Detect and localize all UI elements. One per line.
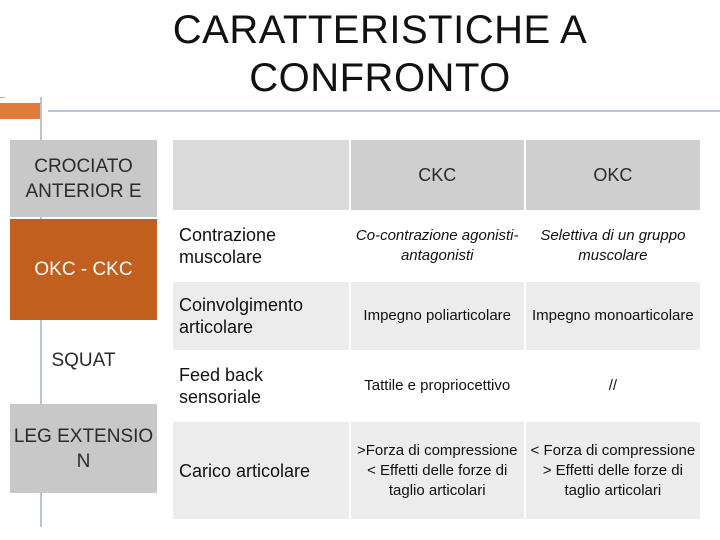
table-header-empty (173, 140, 350, 211)
sidebar-item-label: SQUAT (51, 349, 116, 371)
row-label: Feed back sensoriale (173, 351, 350, 421)
row-label: Coinvolgimento articolare (173, 281, 350, 351)
sidebar-item-label: OKC - CKC (34, 259, 133, 280)
table-row (173, 421, 700, 519)
sidebar-item-label: CROCIATO ANTERIOR E (25, 155, 142, 202)
decor-line-left (0, 97, 5, 98)
table-row (173, 351, 700, 421)
row-label: Carico articolare (173, 421, 350, 519)
cell-ckc: Impegno poliarticolare (350, 281, 525, 351)
cell-okc: // (525, 351, 700, 421)
decor-divider-horizontal (48, 110, 720, 112)
sidebar-item-squat[interactable] (10, 330, 157, 390)
comparison-table (173, 140, 700, 519)
row-label: Contrazione muscolare (173, 211, 350, 281)
cell-okc: < Forza di compressione > Effetti delle forze di taglio articolari (525, 421, 700, 519)
decor-accent-square (0, 103, 40, 119)
table-header-okc: OKC (525, 140, 700, 211)
cell-ckc: >Forza di compressione < Effetti delle forze di taglio articolari (350, 421, 525, 519)
sidebar-item-okc-ckc[interactable] (10, 219, 157, 320)
slide-title: CARATTERISTICHE A CONFRONTO (172, 8, 588, 100)
table-header-row (173, 140, 700, 211)
cell-ckc: Tattile e propriocettivo (350, 351, 525, 421)
table-row (173, 281, 700, 351)
sidebar-item-label: LEG EXTENSIO N (13, 425, 154, 472)
table-row (173, 211, 700, 281)
sidebar-item-leg-extension[interactable] (10, 404, 157, 493)
cell-okc: Impegno monoarticolare (525, 281, 700, 351)
cell-ckc: Co-contrazione agonisti-antagonisti (350, 211, 525, 281)
cell-okc: Selettiva di un gruppo muscolare (525, 211, 700, 281)
sidebar-item-crociato[interactable] (10, 140, 157, 217)
table-header-ckc: CKC (350, 140, 525, 211)
